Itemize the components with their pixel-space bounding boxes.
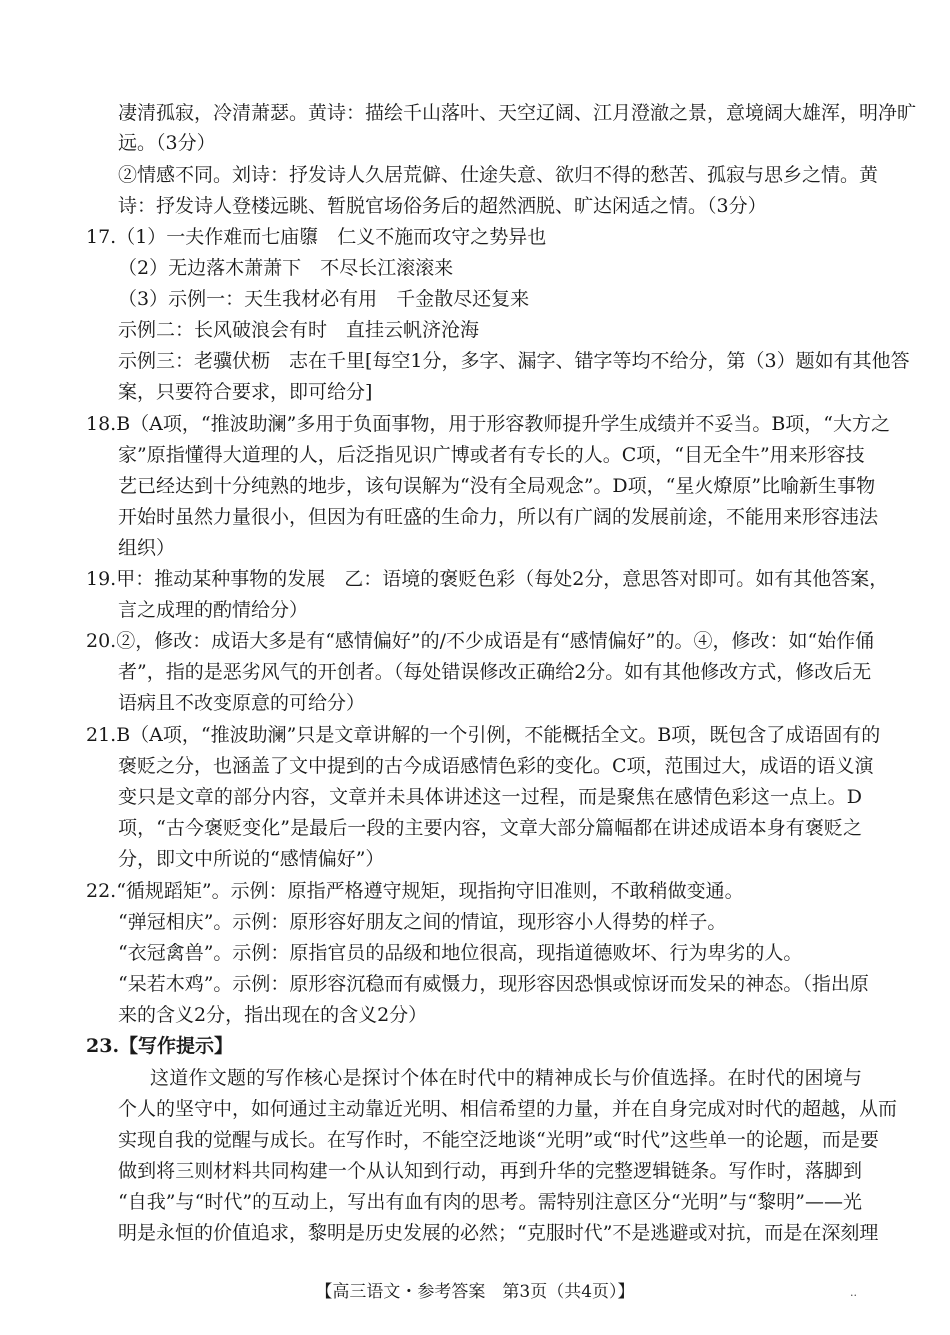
text-line [0, 377, 950, 407]
text-line-content: 分，即文中所说的“感情偏好”） [118, 848, 385, 870]
text-line-content: “弹冠相庆”。示例：原形容好朋友之间的情谊，现形容小人得势的样子。 [118, 911, 727, 933]
text-line [0, 969, 950, 999]
text-line-content: “自我”与“时代”的互动上，写出有血有肉的思考。需特别注意区分“光明”与“黎明”——光 [118, 1191, 862, 1213]
text-line [0, 1031, 950, 1061]
text-line [0, 253, 950, 283]
text-line [0, 222, 950, 252]
text-line-content: （3）示例一：天生我材必有用 千金散尽还复来 [118, 288, 530, 310]
text-line [0, 502, 950, 532]
text-line [0, 844, 950, 874]
text-line [0, 595, 950, 625]
text-line-content: 实现自我的觉醒与成长。在写作时，不能空泛地谈“光明”或“时代”这些单一的论题，而是要 [118, 1129, 879, 1151]
text-line [0, 98, 950, 128]
text-line-content: 家”原指懂得大道理的人，后泛指见识广博或者有专长的人。C项，“目无全牛”用来形容技 [118, 444, 865, 466]
text-line-content: 变只是文章的部分内容，文章并未具体讲述这一过程，而是聚焦在感情色彩这一点上。D [118, 786, 862, 808]
text-line-content: 23.【写作提示】 [86, 1035, 234, 1057]
text-line [0, 907, 950, 937]
text-line [0, 876, 950, 906]
text-line-content: 诗：抒发诗人登楼远眺、暂脱官场俗务后的超然洒脱、旷达闲适之情。（3分） [118, 195, 767, 217]
text-line-content: 17.（1）一夫作难而七庙隳 仁义不施而攻守之势异也 [86, 226, 547, 248]
text-line [0, 409, 950, 439]
text-line [0, 813, 950, 843]
text-line [0, 160, 950, 190]
text-line-content: 18.B（A项，“推波助澜”多用于负面事物，用于形容教师提升学生成绩并不妥当。B项，“大方之 [86, 413, 891, 435]
text-line [0, 346, 950, 376]
text-line-content: 21.B（A项，“推波助澜”只是文章讲解的一个引例，不能概括全文。B项，既包含了成语固有的 [86, 724, 881, 746]
text-line-content: 组织） [118, 537, 176, 559]
text-line-content: 者”，指的是恶劣风气的开创者。（每处错误修改正确给2分。如有其他修改方式，修改后无 [118, 661, 872, 683]
text-line [0, 440, 950, 470]
text-line-content: 示例二：长风破浪会有时 直挂云帆济沧海 [118, 319, 480, 341]
text-line [0, 564, 950, 594]
text-line-content: 19.甲：推动某种事物的发展 乙：语境的褒贬色彩（每处2分，意思答对即可。如有其他答案， [86, 568, 889, 590]
text-line [0, 315, 950, 345]
text-line [0, 688, 950, 718]
text-line [0, 938, 950, 968]
text-line [0, 1094, 950, 1124]
text-line-content: 个人的坚守中，如何通过主动靠近光明、相信希望的力量，并在自身完成对时代的超越，从而 [118, 1098, 898, 1120]
text-line [0, 1156, 950, 1186]
text-line [0, 191, 950, 221]
text-line-content: 远。（3分） [118, 132, 216, 154]
text-line-content: 凄清孤寂，冷清萧瑟。黄诗：描绘千山落叶、天空辽阔、江月澄澈之景，意境阔大雄浑，明净旷 [118, 102, 917, 124]
text-line-content: 言之成理的酌情给分） [118, 599, 309, 621]
text-line [0, 471, 950, 501]
text-line [0, 751, 950, 781]
text-line-content: 开始时虽然力量很小，但因为有旺盛的生命力，所以有广阔的发展前途，不能用来形容违法 [118, 506, 879, 528]
text-line [0, 657, 950, 687]
text-line-content: 20.②，修改：成语大多是有“感情偏好”的/不少成语是有“感情偏好”的。④，修改：如“始作俑 [86, 630, 875, 652]
text-line-content: “衣冠禽兽”。示例：原指官员的品级和地位很高，现指道德败坏、行为卑劣的人。 [118, 942, 803, 964]
text-line-content: 语病且不改变原意的可给分） [118, 692, 366, 714]
text-line-content: （2）无边落木萧萧下 不尽长江滚滚来 [118, 257, 454, 279]
text-line-content: 褒贬之分，也涵盖了文中提到的古今成语感情色彩的变化。C项，范围过大，成语的语义演 [118, 755, 874, 777]
text-line [0, 128, 950, 158]
text-line [0, 533, 950, 563]
text-line-content: 做到将三则材料共同构建一个从认知到行动，再到升华的完整逻辑链条。写作时，落脚到 [118, 1160, 862, 1182]
text-line [0, 1000, 950, 1030]
text-line-content: 项，“古今褒贬变化”是最后一段的主要内容，文章大部分篇幅都在讲述成语本身有褒贬之 [118, 817, 862, 839]
text-line [0, 626, 950, 656]
text-line-content: 22.“循规蹈矩”。示例：原指严格遵守规矩，现指拘守旧准则，不敢稍做变通。 [86, 880, 744, 902]
text-line-content: 来的含义2分，指出现在的含义2分） [118, 1004, 428, 1026]
page-footer: 【高三语文・参考答案 第3页（共4页）】 [315, 1282, 635, 1302]
text-line [0, 720, 950, 750]
text-line [0, 1187, 950, 1217]
page-mark: .. [850, 1286, 857, 1299]
text-line [0, 1063, 950, 1093]
text-line-content: 示例三：老骥伏枥 志在千里[每空1分，多字、漏字、错字等均不给分，第（3）题如有其他答 [118, 350, 910, 372]
text-line-content: 这道作文题的写作核心是探讨个体在时代中的精神成长与价值选择。在时代的困境与 [150, 1067, 862, 1089]
text-line-content: “呆若木鸡”。示例：原形容沉稳而有威慑力，现形容因恐惧或惊讶而发呆的神态。（指出原 [118, 973, 869, 995]
text-line [0, 1125, 950, 1155]
text-line-content: 明是永恒的价值追求，黎明是历史发展的必然；“克服时代”不是逃避或对抗，而是在深刻理 [118, 1222, 879, 1244]
text-line-content: ②情感不同。刘诗：抒发诗人久居荒僻、仕途失意、欲归不得的愁苦、孤寂与思乡之情。黄 [118, 164, 879, 186]
text-line-content: 艺已经达到十分纯熟的地步，该句误解为“没有全局观念”。D项，“星火燎原”比喻新生事物 [118, 475, 876, 497]
text-line [0, 1218, 950, 1248]
text-line [0, 782, 950, 812]
text-line-content: 案，只要符合要求，即可给分] [118, 381, 373, 403]
text-line [0, 284, 950, 314]
